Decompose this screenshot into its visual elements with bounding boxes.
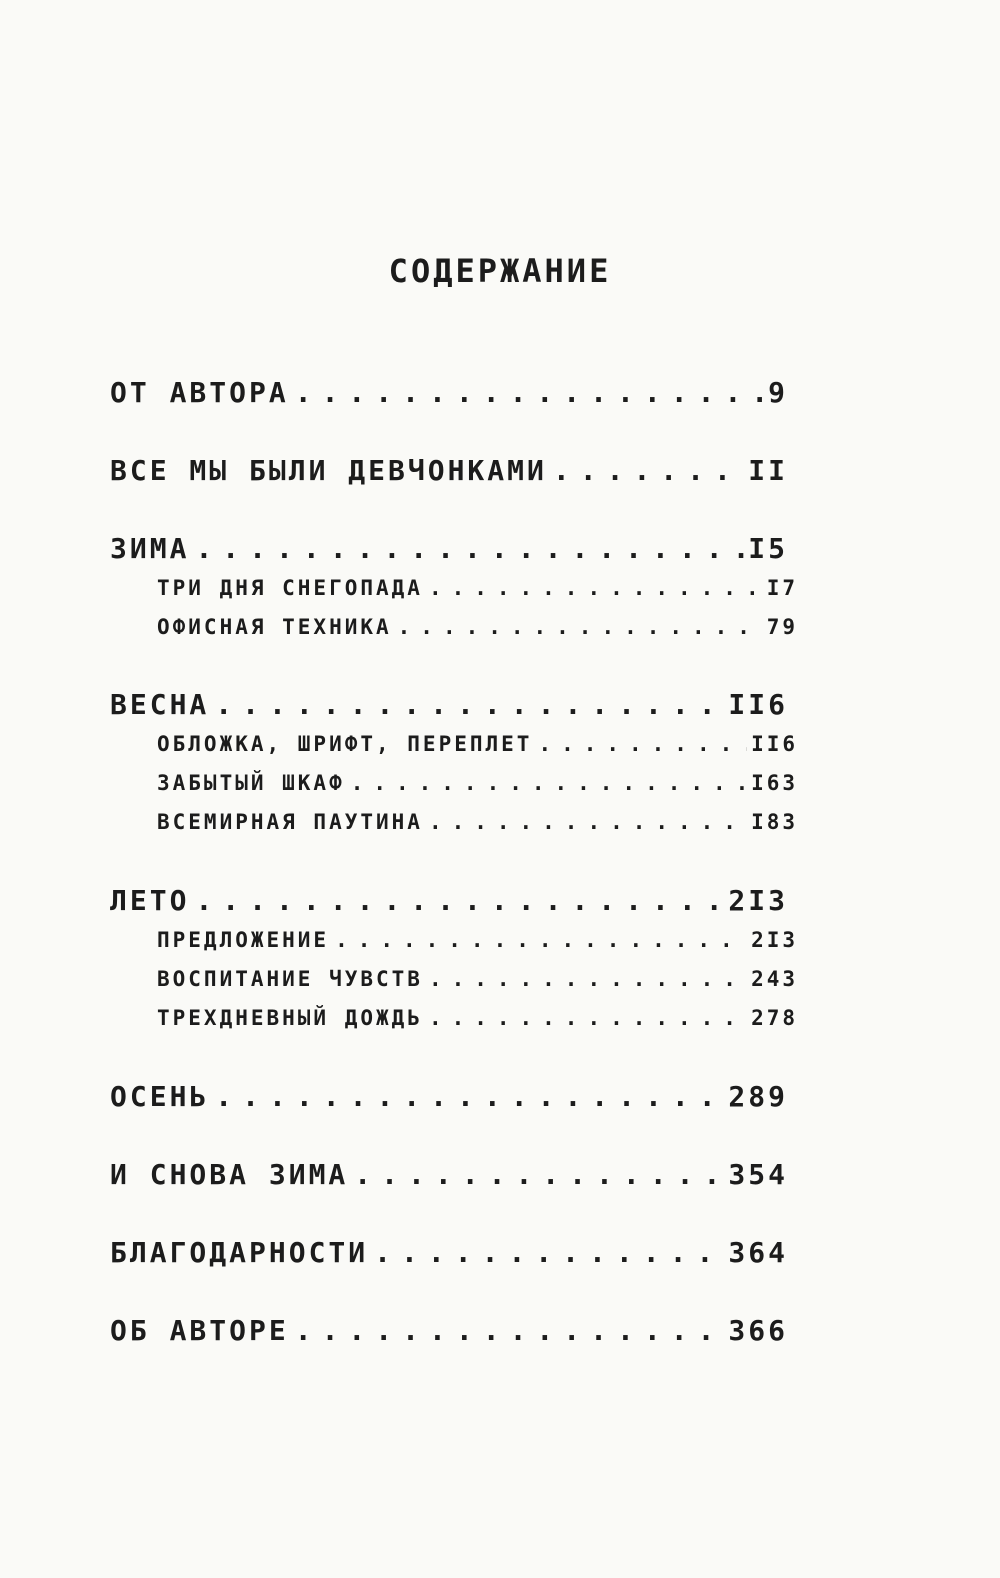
toc-subentry-page: I83 (751, 810, 798, 834)
toc-subentry-page: 79 (766, 615, 798, 639)
toc-entry-page: 364 (728, 1236, 788, 1269)
toc-entry (110, 688, 788, 721)
toc-subentry-title: ОБЛОЖКА, ШРИФТ, ПЕРЕПЛЕТ (157, 732, 533, 756)
toc-entry-page: 354 (728, 1158, 788, 1191)
toc-entry (110, 1314, 788, 1347)
toc-subentry-title: ВОСПИТАНИЕ ЧУВСТВ (157, 967, 423, 991)
toc-entry-page: 366 (728, 1314, 788, 1347)
dot-leader (295, 376, 764, 409)
toc-subentry-title: ТРИ ДНЯ СНЕГОПАДА (157, 576, 423, 600)
toc-entry-page: 9 (768, 376, 788, 409)
toc-entry-title: ВСЕ МЫ БЫЛИ ДЕВЧОНКАМИ (110, 454, 547, 487)
toc-entry-title: ЛЕТО (110, 884, 190, 917)
toc-entry-page: II (748, 454, 788, 487)
toc-subentry-page: 278 (751, 1006, 798, 1030)
toc-subentry-page: I7 (766, 576, 798, 600)
toc-subentry (157, 1006, 798, 1030)
toc-entry-title: ЗИМА (110, 532, 190, 565)
toc-entry-page: 2I3 (728, 884, 788, 917)
toc-subentry-title: ОФИСНАЯ ТЕХНИКА (157, 615, 392, 639)
toc-subentry-title: ТРЕХДНЕВНЫЙ ДОЖДЬ (157, 1006, 423, 1030)
toc-subentry-page: II6 (751, 732, 798, 756)
toc-subentry (157, 615, 798, 639)
toc-entry-title: ВЕСНА (110, 688, 210, 721)
toc-entry-title: ОБ АВТОРЕ (110, 1314, 289, 1347)
toc-entry-title: И СНОВА ЗИМА (110, 1158, 349, 1191)
dot-leader (429, 1006, 747, 1030)
dot-leader (295, 1314, 725, 1347)
dot-leader (215, 1080, 724, 1113)
toc-entry (110, 1158, 788, 1191)
toc-subentry (157, 928, 798, 952)
dot-leader (553, 454, 744, 487)
page-title: СОДЕРЖАНИЕ (388, 252, 612, 290)
toc-entry-page: 289 (728, 1080, 788, 1113)
toc-entry (110, 454, 788, 487)
toc-subentry-page: 243 (751, 967, 798, 991)
toc-entry-page: II6 (728, 688, 788, 721)
toc-entry-title: ОТ АВТОРА (110, 376, 289, 409)
toc-subentry (157, 810, 798, 834)
dot-leader (398, 615, 763, 639)
toc-subentry (157, 576, 798, 600)
dot-leader (429, 967, 747, 991)
toc-subentry-page: 2I3 (751, 928, 798, 952)
toc-subentry-page: I63 (751, 771, 798, 795)
toc-subentry (157, 732, 798, 756)
dot-leader (335, 928, 747, 952)
toc-entry-title: ОСЕНЬ (110, 1080, 210, 1113)
toc-entry (110, 1080, 788, 1113)
toc-subentry-title: ВСЕМИРНАЯ ПАУТИНА (157, 810, 423, 834)
toc-entry (110, 532, 788, 565)
dot-leader (374, 1236, 724, 1269)
dot-leader (195, 884, 724, 917)
toc-subentry (157, 771, 798, 795)
dot-leader (538, 732, 747, 756)
toc-entry (110, 884, 788, 917)
dot-leader (195, 532, 744, 565)
dot-leader (429, 810, 747, 834)
dot-leader (351, 771, 747, 795)
dot-leader (215, 688, 724, 721)
toc-subentry (157, 967, 798, 991)
toc-entry-title: БЛАГОДАРНОСТИ (110, 1236, 369, 1269)
toc-entry-page: I5 (748, 532, 788, 565)
toc-entry (110, 1236, 788, 1269)
dot-leader (354, 1158, 724, 1191)
toc-entry (110, 376, 788, 409)
dot-leader (429, 576, 763, 600)
toc-subentry-title: ПРЕДЛОЖЕНИЕ (157, 928, 330, 952)
toc-subentry-title: ЗАБЫТЫЙ ШКАФ (157, 771, 345, 795)
